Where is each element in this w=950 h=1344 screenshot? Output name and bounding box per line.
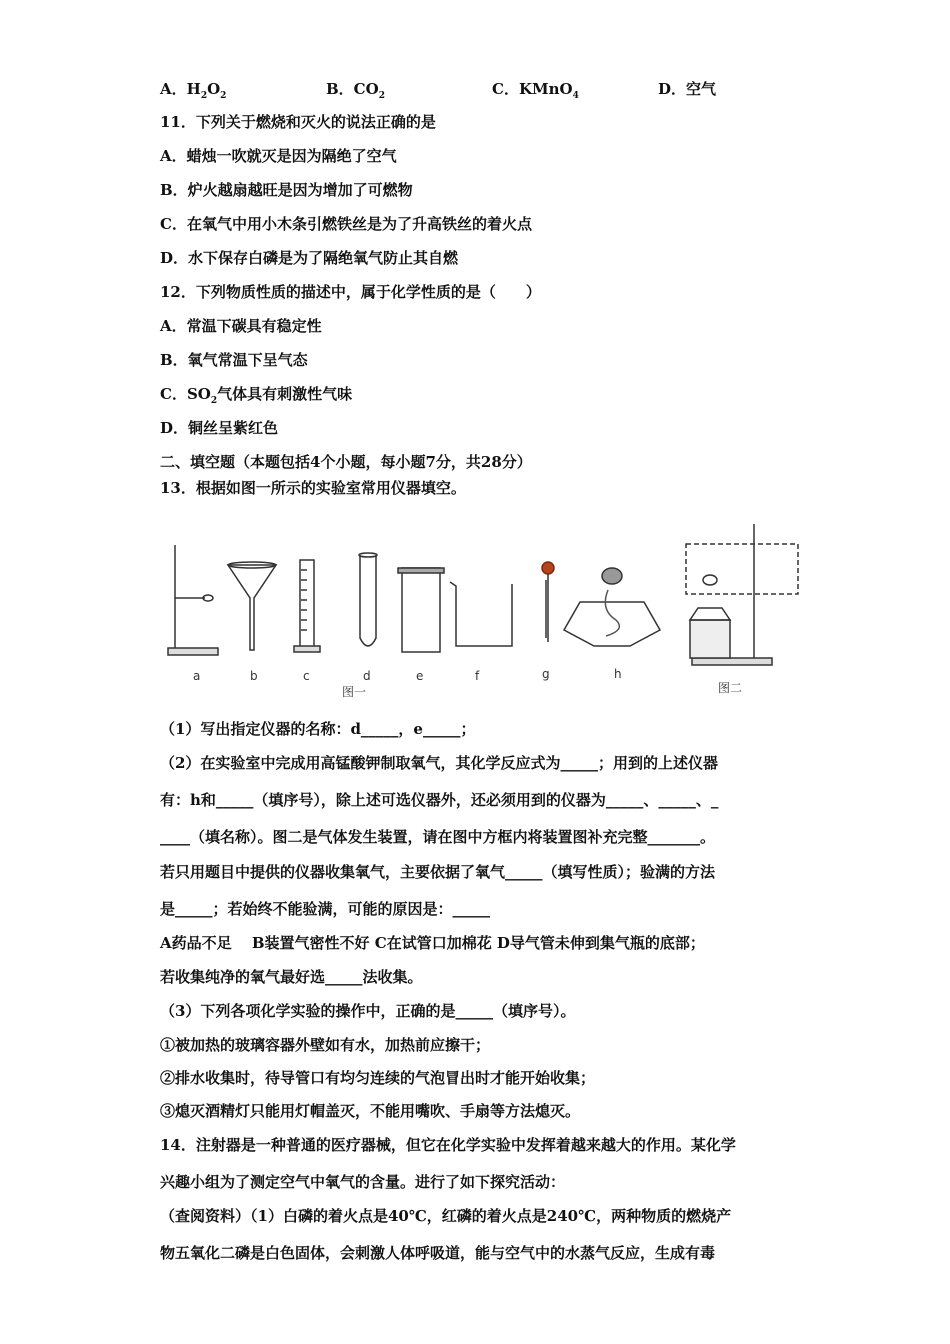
iron-stand-drawing bbox=[168, 545, 218, 655]
test-tube-drawing bbox=[359, 553, 377, 646]
q10-option-b: B．$CO_2$ bbox=[326, 80, 385, 101]
q13-line: A药品不足 B装置气密性不好 C在试管口加棉花 D导气管未伸到集气瓶的底部； bbox=[160, 934, 705, 952]
q13-line: （3）下列各项化学实验的操作中，正确的是_____（填序号）。 bbox=[160, 1002, 576, 1020]
q14-line: 14．注射器是一种普通的医疗器械，但它在化学实验中发挥着越来越大的作用。某化学 bbox=[160, 1136, 736, 1154]
funnel-drawing bbox=[228, 562, 276, 650]
q13-line: 若只用题目中提供的仪器收集氧气，主要依据了氧气_____（填写性质）；验满的方法 bbox=[160, 863, 716, 881]
q10-option-d: D．空气 bbox=[658, 80, 717, 98]
q12-option-d: D．铜丝呈紫红色 bbox=[160, 419, 279, 437]
label-h: h bbox=[614, 667, 622, 681]
label-a: a bbox=[193, 669, 201, 683]
label-g: g bbox=[542, 667, 550, 681]
q14-line: 兴趣小组为了测定空气中氧气的含量。进行了如下探究活动： bbox=[160, 1173, 566, 1191]
label-d: d bbox=[363, 669, 371, 683]
alcohol-lamp-drawing bbox=[564, 568, 660, 646]
q11-option-a: A．蜡烛一吹就灭是因为隔绝了空气 bbox=[160, 147, 397, 165]
q13-line: ③熄灭酒精灯只能用灯帽盖灭，不能用嘴吹、手扇等方法熄灭。 bbox=[160, 1102, 581, 1120]
gas-generator-drawing bbox=[686, 524, 798, 665]
section-heading: 二、填空题（本题包括4个小题，每小题7分，共28分） bbox=[160, 453, 532, 471]
beaker-drawing bbox=[450, 582, 512, 646]
label-b: b bbox=[250, 669, 258, 683]
figure-1-caption: 图一 bbox=[342, 685, 367, 699]
q13-line: ②排水收集时，待导管口有均匀连续的气泡冒出时才能开始收集； bbox=[160, 1069, 596, 1087]
q13-line: （1）写出指定仪器的名称：d_____，e_____； bbox=[160, 720, 476, 738]
q11-stem: 11．下列关于燃烧和灭火的说法正确的是 bbox=[160, 113, 436, 131]
label-f: f bbox=[475, 669, 480, 683]
q10-option-a: A．$H_2O_2$ bbox=[160, 80, 227, 101]
q11-option-d: D．水下保存白磷是为了隔绝氧气防止其自燃 bbox=[160, 249, 459, 267]
graduated-cylinder-drawing bbox=[294, 560, 320, 652]
q13-line: 有：h和_____（填序号），除上述可选仪器外，还必须用到的仪器为_____、_____、_ bbox=[160, 791, 719, 809]
q13-line: 是_____；若始终不能验满，可能的原因是：_____ bbox=[160, 900, 491, 918]
label-e: e bbox=[416, 669, 424, 683]
q12-stem: 12．下列物质性质的描述中，属于化学性质的是（ ） bbox=[160, 283, 541, 301]
q11-option-b: B．炉火越扇越旺是因为增加了可燃物 bbox=[160, 181, 413, 199]
q14-line: （查阅资料）（1）白磷的着火点是40℃，红磷的着火点是240℃，两种物质的燃烧产 bbox=[160, 1207, 732, 1225]
dropper-drawing bbox=[542, 562, 554, 642]
q13-line: （2）在实验室中完成用高锰酸钾制取氧气，其化学反应式为_____；用到的上述仪器 bbox=[160, 754, 718, 772]
figure-2-caption: 图二 bbox=[718, 681, 743, 695]
q13-line: ____（填名称）。图二是气体发生装置，请在图中方框内将装置图补充完整_______。 bbox=[160, 828, 716, 846]
q13-stem: 13．根据如图一所示的实验室常用仪器填空。 bbox=[160, 479, 466, 497]
q12-option-c: C．$SO_2$气体具有刺激性气味 bbox=[160, 385, 353, 406]
label-c: c bbox=[303, 669, 310, 683]
gas-bottle-drawing bbox=[398, 568, 444, 652]
q12-option-b: B．氧气常温下呈气态 bbox=[160, 351, 308, 369]
q10-option-c: C．KMnO$_4$ bbox=[492, 80, 579, 101]
apparatus-figure bbox=[150, 520, 810, 705]
q13-line: 若收集纯净的氧气最好选_____法收集。 bbox=[160, 968, 423, 986]
q13-line: ①被加热的玻璃容器外壁如有水，加热前应擦干； bbox=[160, 1036, 491, 1054]
q11-option-c: C．在氧气中用小木条引燃铁丝是为了升高铁丝的着火点 bbox=[160, 215, 532, 233]
q12-option-a: A．常温下碳具有稳定性 bbox=[160, 317, 322, 335]
q14-line: 物五氧化二磷是白色固体，会刺激人体呼吸道，能与空气中的水蒸气反应，生成有毒 bbox=[160, 1244, 716, 1262]
